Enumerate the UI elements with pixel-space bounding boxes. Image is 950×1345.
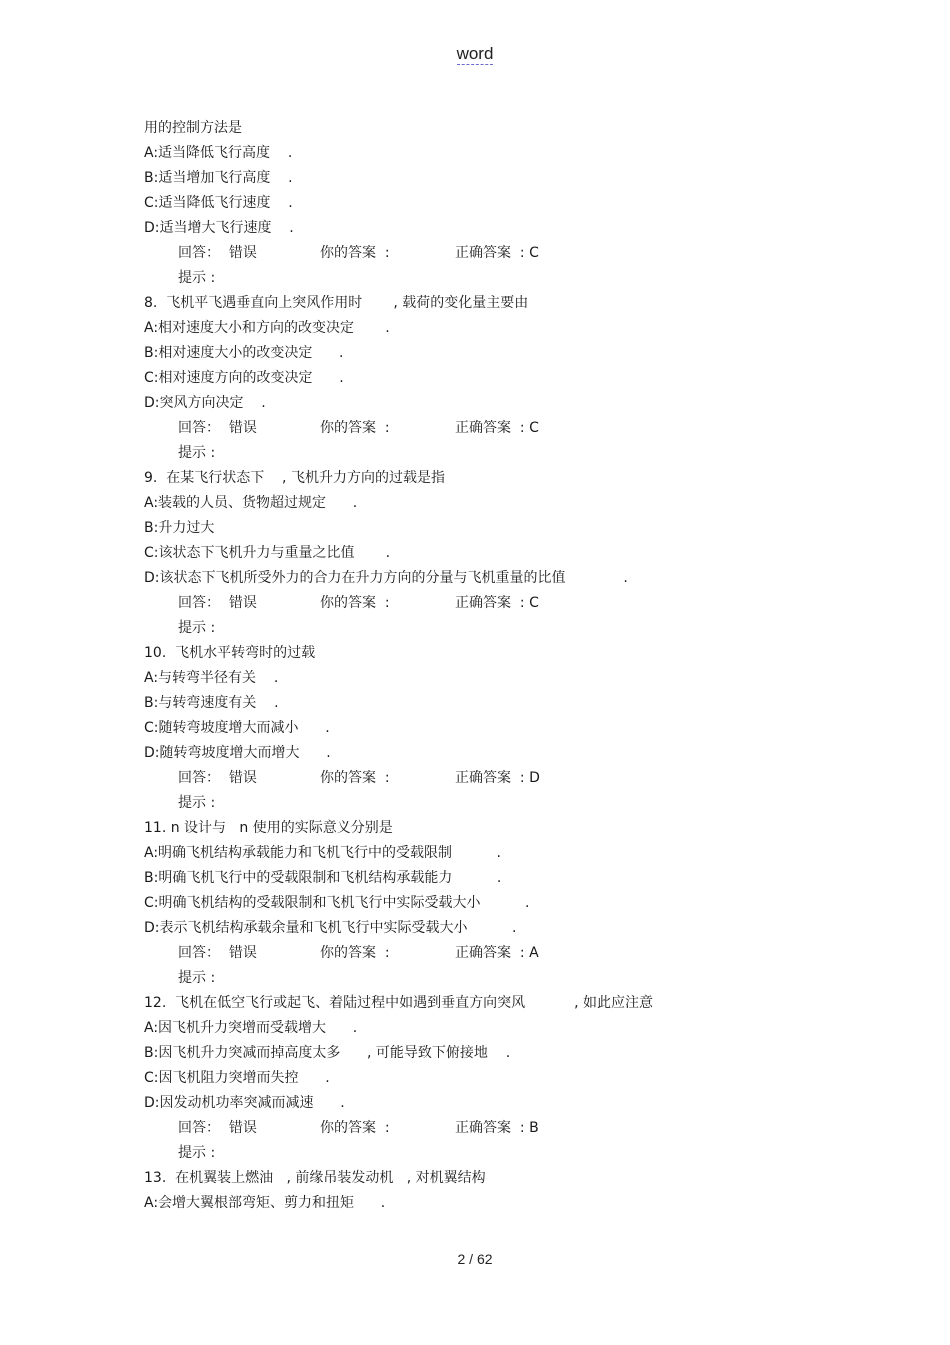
- question-line: 13. 在机翼装上燃油 , 前缘吊装发动机 , 对机翼结构: [144, 1170, 486, 1186]
- option-line: A:与转弯半径有关 .: [144, 670, 279, 686]
- option-line: D:表示飞机结构承载余量和飞机飞行中实际受载大小 .: [144, 920, 517, 936]
- hint-line: 提示 :: [178, 970, 216, 986]
- text-line: 用的控制方法是: [144, 120, 242, 136]
- your-answer: 你的答案 :: [320, 420, 390, 436]
- question-line: 11. n 设计与 n 使用的实际意义分别是: [144, 820, 393, 836]
- option-line: C:适当降低飞行速度 .: [144, 195, 293, 211]
- option-line: A:装载的人员、货物超过规定 .: [144, 495, 358, 511]
- question-line: 8. 飞机平飞遇垂直向上突风作用时 , 载荷的变化量主要由: [144, 295, 529, 311]
- answer-result: 回答： 错误: [178, 1120, 257, 1136]
- correct-answer: 正确答案 : C: [455, 420, 539, 436]
- answer-row: [144, 766, 844, 791]
- hint-line: 提示 :: [178, 445, 216, 461]
- page-header: [0, 44, 950, 64]
- answer-result: 回答： 错误: [178, 945, 257, 961]
- answer-row: [144, 1116, 844, 1141]
- answer-row: [144, 416, 844, 441]
- your-answer: 你的答案 :: [320, 1120, 390, 1136]
- option-line: D:因发动机功率突减而减速 .: [144, 1095, 345, 1111]
- option-line: D:突风方向决定 .: [144, 395, 266, 411]
- correct-answer: 正确答案 : C: [455, 595, 539, 611]
- answer-row: [144, 241, 844, 266]
- option-line: A:因飞机升力突增而受载增大 .: [144, 1020, 358, 1036]
- correct-answer: 正确答案 : C: [455, 245, 539, 261]
- option-line: A:明确飞机结构承载能力和飞机飞行中的受载限制 .: [144, 845, 501, 861]
- correct-answer: 正确答案 : D: [455, 770, 540, 786]
- option-line: B:与转弯速度有关 .: [144, 695, 279, 711]
- page-number: 2 / 62: [457, 1251, 493, 1267]
- option-line: B:因飞机升力突减而掉高度太多 , 可能导致下俯接地 .: [144, 1045, 511, 1061]
- question-line: 9. 在某飞行状态下 , 飞机升力方向的过载是指: [144, 470, 445, 486]
- correct-answer: 正确答案 : B: [455, 1120, 539, 1136]
- hint-line: 提示 :: [178, 1145, 216, 1161]
- hint-line: 提示 :: [178, 270, 216, 286]
- correct-answer: 正确答案 : A: [455, 945, 539, 961]
- option-line: D:适当增大飞行速度 .: [144, 220, 294, 236]
- your-answer: 你的答案 :: [320, 245, 390, 261]
- answer-result: 回答： 错误: [178, 770, 257, 786]
- option-line: B:明确飞机飞行中的受载限制和飞机结构承载能力 .: [144, 870, 502, 886]
- option-line: C:因飞机阻力突增而失控 .: [144, 1070, 330, 1086]
- your-answer: 你的答案 :: [320, 945, 390, 961]
- hint-line: 提示 :: [178, 795, 216, 811]
- option-line: A:相对速度大小和方向的改变决定 .: [144, 320, 390, 336]
- answer-row: [144, 941, 844, 966]
- your-answer: 你的答案 :: [320, 770, 390, 786]
- option-line: C:该状态下飞机升力与重量之比值 .: [144, 545, 391, 561]
- question-line: 12. 飞机在低空飞行或起飞、着陆过程中如遇到垂直方向突风 , 如此应注意: [144, 995, 654, 1011]
- hint-line: 提示 :: [178, 620, 216, 636]
- option-line: A:会增大翼根部弯矩、剪力和扭矩 .: [144, 1195, 386, 1211]
- option-line: D:该状态下飞机所受外力的合力在升力方向的分量与飞机重量的比值 .: [144, 570, 628, 586]
- option-line: C:随转弯坡度增大而减小 .: [144, 720, 330, 736]
- option-line: B:升力过大: [144, 520, 215, 536]
- header-title: word: [456, 44, 494, 63]
- answer-result: 回答： 错误: [178, 245, 257, 261]
- answer-result: 回答： 错误: [178, 595, 257, 611]
- option-line: C:明确飞机结构的受载限制和飞机飞行中实际受载大小 .: [144, 895, 530, 911]
- answer-result: 回答： 错误: [178, 420, 257, 436]
- your-answer: 你的答案 :: [320, 595, 390, 611]
- option-line: B:相对速度大小的改变决定 .: [144, 345, 344, 361]
- answer-row: [144, 591, 844, 616]
- question-line: 10. 飞机水平转弯时的过载: [144, 645, 316, 661]
- option-line: B:适当增加飞行高度 .: [144, 170, 293, 186]
- document-body: [144, 116, 844, 1216]
- option-line: A:适当降低飞行高度 .: [144, 145, 293, 161]
- option-line: C:相对速度方向的改变决定 .: [144, 370, 344, 386]
- option-line: D:随转弯坡度增大而增大 .: [144, 745, 331, 761]
